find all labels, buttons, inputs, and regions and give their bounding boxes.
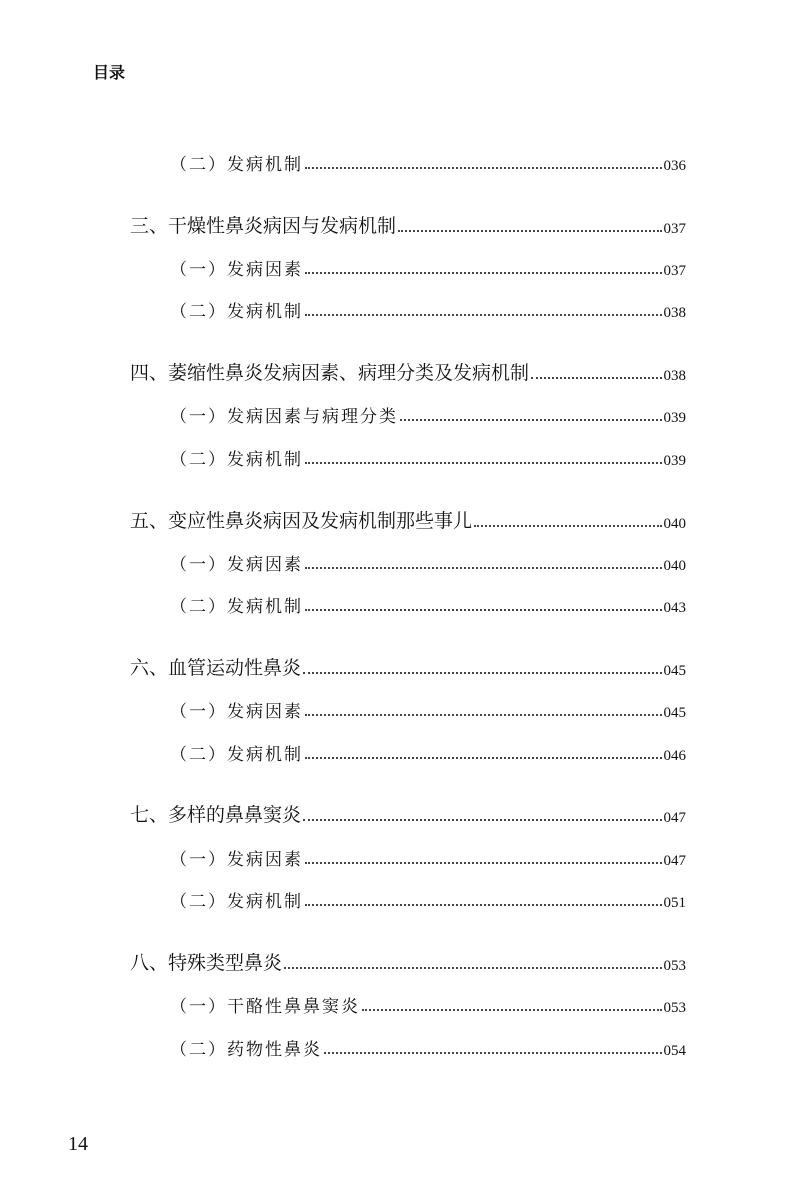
toc-entry-title: 五、变应性鼻炎病因及发病机制那些事儿: [130, 510, 473, 532]
toc-entry-page: 054: [663, 1043, 686, 1059]
toc-entry[interactable]: [170, 587, 686, 617]
dot-leader: [284, 967, 661, 969]
toc-entry-title: （一）发病因素与病理分类: [170, 407, 398, 427]
toc-entry-title: （二）发病机制: [170, 450, 303, 470]
page-number: 14: [68, 1133, 88, 1155]
dot-leader: [305, 609, 662, 611]
dot-leader: [305, 167, 662, 169]
dot-leader: [305, 757, 662, 759]
toc-entry[interactable]: [170, 250, 686, 280]
toc-entry-page: 051: [663, 895, 686, 911]
toc-entry[interactable]: [170, 145, 686, 175]
toc-entry-title: （二）药物性鼻炎: [170, 1040, 322, 1060]
dot-leader: [398, 230, 661, 232]
dot-leader: [531, 377, 661, 379]
dot-leader: [324, 1052, 662, 1054]
toc-entry-page: 038: [663, 305, 686, 321]
dot-leader: [305, 904, 662, 906]
toc-entry-title: （二）发病机制: [170, 892, 303, 912]
toc-entry-title: 六、血管运动性鼻炎: [130, 657, 302, 679]
toc-entry[interactable]: [170, 397, 686, 427]
toc-entry[interactable]: [170, 882, 686, 912]
toc-entry[interactable]: [170, 692, 686, 722]
toc-entry-page: 046: [663, 748, 686, 764]
toc-entry-title: （一）发病因素: [170, 702, 303, 722]
toc-entry[interactable]: [130, 945, 686, 975]
toc-entry[interactable]: [170, 545, 686, 575]
toc-entry[interactable]: [130, 503, 686, 533]
toc-entry-title: （一）干酪性鼻鼻窦炎: [170, 997, 360, 1017]
running-header: 目录: [93, 63, 126, 82]
toc-entry-page: 037: [663, 221, 686, 237]
toc-entry-title: 四、萎缩性鼻炎发病因素、病理分类及发病机制: [130, 362, 530, 384]
toc-entry-title: （二）发病机制: [170, 745, 303, 765]
toc-entry[interactable]: [130, 797, 686, 827]
toc-entry-title: （二）发病机制: [170, 302, 303, 322]
toc-entry-page: 053: [663, 1000, 686, 1016]
toc-entry[interactable]: [130, 355, 686, 385]
dot-leader: [305, 714, 662, 716]
toc-entry[interactable]: [130, 650, 686, 680]
toc-entry-page: 039: [663, 453, 686, 469]
toc-entry-page: 040: [663, 558, 686, 574]
toc-entry-title: 八、特殊类型鼻炎: [130, 952, 283, 974]
toc-entry-title: （一）发病因素: [170, 850, 303, 870]
toc-entry-page: 043: [663, 600, 686, 616]
toc-entry-title: 三、干燥性鼻炎病因与发病机制: [130, 215, 397, 237]
dot-leader: [474, 525, 661, 527]
dot-leader: [362, 1009, 662, 1011]
toc-entry-page: 047: [663, 853, 686, 869]
toc-entry-page: 047: [663, 810, 686, 826]
dot-leader: [305, 314, 662, 316]
toc-entry-title: （二）发病机制: [170, 155, 303, 175]
toc-entry-page: 040: [663, 516, 686, 532]
toc-entry-title: （一）发病因素: [170, 555, 303, 575]
dot-leader: [303, 672, 661, 674]
dot-leader: [305, 567, 662, 569]
dot-leader: [305, 272, 662, 274]
dot-leader: [303, 819, 661, 821]
toc-entry-page: 045: [663, 705, 686, 721]
toc-entry[interactable]: [170, 840, 686, 870]
toc-entry-title: （二）发病机制: [170, 597, 303, 617]
dot-leader: [400, 419, 662, 421]
toc-entry[interactable]: [170, 735, 686, 765]
toc-entry-page: 037: [663, 263, 686, 279]
toc-entry-page: 053: [663, 958, 686, 974]
dot-leader: [305, 862, 662, 864]
toc-entry[interactable]: [170, 292, 686, 322]
dot-leader: [305, 462, 662, 464]
toc-entry-title: 七、多样的鼻鼻窦炎: [130, 804, 302, 826]
toc-entry-title: （一）发病因素: [170, 260, 303, 280]
toc-entry-page: 039: [663, 410, 686, 426]
toc-entry[interactable]: [130, 208, 686, 238]
toc-entry-page: 045: [663, 663, 686, 679]
toc-entry[interactable]: [170, 1030, 686, 1060]
toc-entry-page: 038: [663, 368, 686, 384]
toc-entry-page: 036: [663, 158, 686, 174]
toc-entry[interactable]: [170, 440, 686, 470]
toc-entry[interactable]: [170, 987, 686, 1017]
